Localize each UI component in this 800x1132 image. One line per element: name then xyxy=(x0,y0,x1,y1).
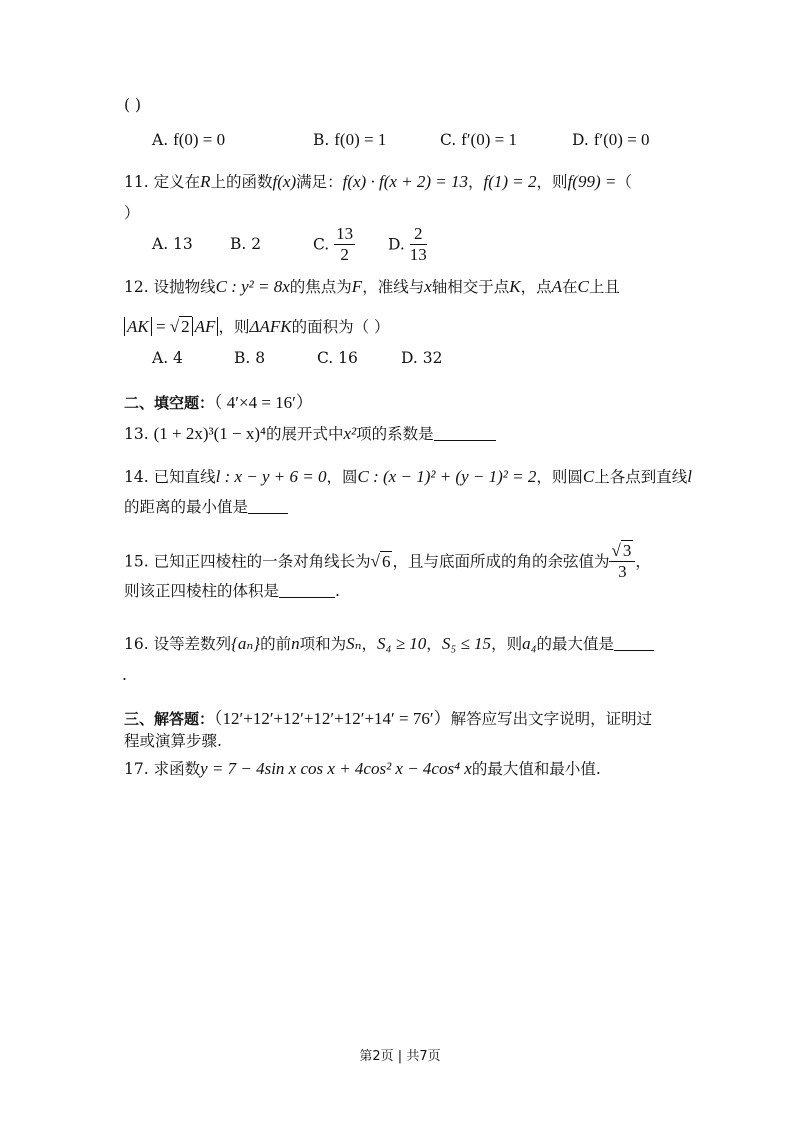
q14-text: 上各点到直线 xyxy=(594,468,688,486)
q14-text: 的距离的最小值是 xyxy=(124,498,249,516)
q14-circle-equation: C : (x − 1)² + (y − 1)² = 2 xyxy=(357,467,537,486)
q10-option-d-text: f′(0) = 0 xyxy=(593,130,650,149)
page-footer: 第2页 | 共7页 xyxy=(359,1049,441,1064)
q10-option-b-label: B. xyxy=(313,131,330,149)
q16-number: 16. xyxy=(124,635,149,653)
q11-stem xyxy=(124,171,632,193)
q12-option-a: A. 4 xyxy=(152,349,183,367)
q11-option-d-fraction xyxy=(410,224,427,265)
q11-ask: f(99) = xyxy=(567,172,617,191)
q12-equals: = xyxy=(151,317,170,336)
section-instructions: 解答应写出文字说明，证明过 xyxy=(450,710,653,728)
answer-blank[interactable] xyxy=(248,497,288,514)
q15-fraction xyxy=(609,541,635,582)
q12-abs-af: AF xyxy=(192,317,219,336)
q15-text: 则该正四棱柱的体积是 xyxy=(124,582,280,600)
q12-point-a: A xyxy=(551,277,563,296)
q10-option-c xyxy=(440,129,517,151)
q15-text: 已知正四棱柱的一条对角线长为 xyxy=(153,552,371,571)
answer-blank[interactable] xyxy=(434,424,496,441)
q13-number: 13. xyxy=(124,425,149,443)
q15-stem-cont xyxy=(124,580,340,602)
q13-stem xyxy=(124,423,496,445)
q11-condition: f(1) = 2 xyxy=(483,172,537,191)
q12-curve-c: C xyxy=(577,277,589,296)
q17-number: 17. xyxy=(124,760,149,778)
section-fill-in xyxy=(124,392,313,414)
q16-text: 的前 xyxy=(260,635,292,653)
q10-option-b xyxy=(313,129,386,151)
q14-number: 14. xyxy=(124,468,149,486)
q16-text: ，则 xyxy=(491,635,523,653)
q17-text: 求函数 xyxy=(153,760,201,778)
q14-text: ，圆 xyxy=(326,468,358,486)
q12-text: 的面积为（ ） xyxy=(291,318,390,336)
q16-condition: S₄ ≥ 10 xyxy=(377,634,427,653)
q12-text: ，点 xyxy=(520,278,552,296)
q12-option-d: D. 32 xyxy=(401,349,443,367)
sqrt-icon: √ xyxy=(370,551,380,571)
q11-number: 11. xyxy=(124,173,149,191)
q13-text: 项的系数是 xyxy=(356,425,434,443)
q15-text: ，且与底面所成的角的余弦值为 xyxy=(392,552,610,571)
sqrt-icon: √ xyxy=(169,317,180,336)
q11-option-c-fraction xyxy=(334,224,355,265)
q12-text: ，准线与 xyxy=(362,278,425,296)
section-score: （12′+12′+12′+12′+12′+14′ = 76′） xyxy=(214,709,451,728)
q13-text: 的展开式中 xyxy=(265,425,344,443)
q10-answer-paren: ( ) xyxy=(124,96,142,114)
q13-term: x² xyxy=(343,424,357,443)
q10-option-c-text: f′(0) = 1 xyxy=(461,130,517,149)
q15-end: . xyxy=(335,582,340,600)
q10-option-d xyxy=(572,129,650,151)
q16-sum: Sₙ xyxy=(346,634,362,653)
answer-blank[interactable] xyxy=(279,581,335,598)
fraction-denominator: 2 xyxy=(340,245,349,264)
q15-number: 15. xyxy=(124,552,149,571)
q15-radicand: 6 xyxy=(381,551,391,571)
q11-paren: （ xyxy=(616,173,632,191)
q11-option-a: A. 13 xyxy=(152,235,193,253)
q12-text: 在 xyxy=(562,278,578,296)
q11-option-d xyxy=(388,224,427,265)
q14-stem xyxy=(124,466,692,488)
section-title: 三、解答题： xyxy=(124,710,215,728)
q12-option-c: C. 16 xyxy=(317,349,358,367)
q12-curve: C : y² = 8x xyxy=(215,277,290,296)
sqrt-icon: √ xyxy=(611,541,621,560)
q11-paren-close: ） xyxy=(124,204,140,222)
q16-condition: S₅ ≤ 15 xyxy=(441,634,492,653)
q12-radicand: 2 xyxy=(181,317,190,336)
q12-stem xyxy=(124,276,620,298)
section-solutions xyxy=(124,708,652,730)
q11-text: 上的函数 xyxy=(210,173,273,191)
q17-expression: y = 7 − 4sin x cos x + 4cos² x − 4cos⁴ x xyxy=(200,759,472,778)
q16-text: 设等差数列 xyxy=(153,635,232,653)
q10-option-a xyxy=(152,129,225,151)
q12-triangle: ΔAFK xyxy=(249,317,292,336)
q12-text: 的焦点为 xyxy=(289,278,352,296)
q16-a4: a₄ xyxy=(522,634,537,653)
q12-abs-ak: AK xyxy=(124,317,152,336)
q11-option-b: B. 2 xyxy=(230,235,262,253)
q12-condition-line xyxy=(124,316,390,338)
q11-option-c xyxy=(313,224,355,265)
q10-option-a-text: f(0) = 0 xyxy=(173,130,226,149)
q14-line-equation: l : x − y + 6 = 0 xyxy=(215,467,327,486)
q11-text: ，则 xyxy=(536,173,568,191)
section-score: （ 4′×4 = 16′） xyxy=(214,393,313,412)
q11-text: 满足： xyxy=(296,173,343,191)
q16-text: 项和为 xyxy=(299,635,347,653)
q11-set: R xyxy=(200,172,211,191)
q12-text: ，则 xyxy=(218,318,250,336)
q12-text: 上且 xyxy=(588,278,620,296)
section-title: 二、填空题： xyxy=(124,394,215,412)
section-solutions-cont: 程或演算步骤. xyxy=(124,732,222,750)
q11-text: 定义在 xyxy=(153,173,201,191)
q15-stem xyxy=(124,541,651,582)
q12-option-b: B. 8 xyxy=(234,349,266,367)
q17-stem xyxy=(124,758,601,780)
q11-option-d-label: D. xyxy=(388,235,405,254)
q12-axis: x xyxy=(424,277,432,296)
q12-text: 设抛物线 xyxy=(153,278,216,296)
fraction-denominator: 13 xyxy=(409,245,427,264)
q11-separator: ， xyxy=(468,173,484,191)
fraction-denominator: 3 xyxy=(618,562,627,581)
q14-text: 已知直线 xyxy=(153,468,216,486)
q17-text: 的最大值和最小值. xyxy=(471,760,601,778)
answer-blank[interactable] xyxy=(614,634,654,651)
q11-func: f(x) xyxy=(272,172,297,191)
q16-sequence: {aₙ} xyxy=(231,634,261,653)
q10-option-d-label: D. xyxy=(572,131,589,149)
q12-point-k: K xyxy=(509,277,521,296)
q14-stem-cont xyxy=(124,496,288,518)
q15-text: ， xyxy=(635,552,651,571)
q12-text: 轴相交于点 xyxy=(431,278,510,296)
fraction-numerator: 13 xyxy=(336,224,354,243)
q11-option-c-label: C. xyxy=(313,235,330,254)
q12-point-f: F xyxy=(351,277,363,296)
q16-end: . xyxy=(122,666,127,684)
q12-number: 12. xyxy=(124,278,149,296)
q14-circle-c: C xyxy=(582,467,595,486)
fraction-numerator: 3 xyxy=(622,541,632,560)
q11-condition: f(x) · f(x + 2) = 13 xyxy=(342,172,468,191)
q16-n: n xyxy=(291,634,300,653)
q10-option-c-label: C. xyxy=(440,131,457,149)
q13-expression: (1 + 2x)³(1 − x)⁴ xyxy=(153,424,266,443)
q10-option-b-text: f(0) = 1 xyxy=(334,130,387,149)
q16-text: 的最大值是 xyxy=(536,635,615,653)
fraction-numerator: 2 xyxy=(410,224,427,245)
q14-text: ，则圆 xyxy=(536,468,583,486)
q16-stem: 16. 设等差数列{aₙ}的前n项和为Sₙ，S₄ ≥ 10，S₅ ≤ 15，则a₄的最大值是 xyxy=(124,633,654,655)
q10-option-a-label: A. xyxy=(152,131,169,149)
q14-line-l: l xyxy=(687,467,692,486)
